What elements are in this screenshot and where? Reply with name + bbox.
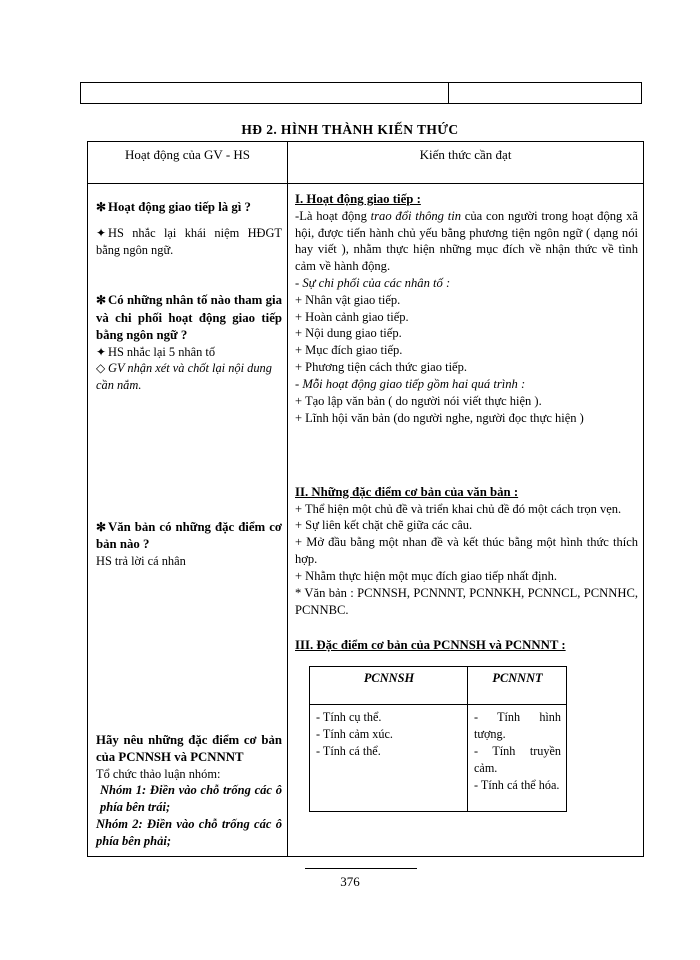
snowflake-bullet-icon: ✻ — [96, 519, 107, 534]
section-1-definition — [295, 208, 638, 275]
section-2-list — [295, 501, 638, 585]
definition-emphasis: trao đổi thông tin — [370, 209, 462, 223]
list-item: + Thể hiện một chủ đề và triển khai chủ đề đó một cách trọn vẹn. — [295, 501, 622, 516]
section-2-note: * Văn bản : PCNNSH, PCNNNT, PCNNKH, PCNNCL, PCNNHC, PCNNBC. — [295, 585, 638, 617]
list-item: + Nội dung giao tiếp. — [295, 326, 402, 341]
list-item: + Mở đầu bằng một nhan đề và kết thúc bằng một hình thức thích hợp. — [295, 535, 638, 567]
group-2-instruction: Nhóm 2: Điền vào chỗ trống các ô phía bên phải; — [96, 817, 282, 849]
hs-note-3-text: HS trả lời cá nhân — [96, 553, 186, 568]
filled-diamond-bullet-icon: ✦ — [96, 226, 107, 241]
hs-note-1-line — [96, 225, 282, 258]
list-item: - Tính cá thể hóa. — [474, 777, 560, 792]
list-item: + Nhân vật giao tiếp. — [295, 292, 401, 307]
list-item: - Tính hình tượng. — [474, 710, 561, 742]
list-item: + Sự liên kết chặt chẽ giữa các câu. — [295, 518, 473, 533]
section-1-subheading-factors: - Sự chi phối của các nhân tố : — [295, 275, 451, 290]
pcnnsh-features-cell — [310, 705, 468, 811]
footer-divider — [305, 868, 417, 869]
question-3-line — [96, 519, 282, 553]
section-1 — [295, 190, 638, 427]
knowledge-column — [288, 184, 643, 856]
hollow-diamond-bullet-icon: ◇ — [96, 361, 106, 376]
activities-column — [88, 184, 288, 856]
pcnnnt-features-cell — [468, 705, 566, 811]
table-header-row — [88, 142, 643, 184]
list-item: + Lĩnh hội văn bản (do người nghe, người đọc thực hiện ) — [295, 410, 584, 425]
hs-note-2-text: HS nhắc lại 5 nhân tố — [108, 344, 216, 359]
question-3-text: Văn bản có những đặc điểm cơ bản nào ? — [96, 519, 282, 551]
list-item: - Tính cụ thể. — [316, 710, 382, 725]
definition-part-b: của con người trong hoạt động xã hội, được tiến hành chủ yếu bằng phương tiện ngôn ngữ ( dạng nói hay viết ), nhằm thực hiện những mục đích về nhận thức về tình cảm về hành động. — [295, 209, 638, 274]
gv-note-1-text: GV nhận xét và chốt lại nội dung cần nắm. — [96, 361, 272, 392]
page-title: HĐ 2. HÌNH THÀNH KIẾN THỨC — [241, 122, 459, 137]
table-body-row — [88, 184, 643, 856]
question-2-text: Có những nhân tố nào tham gia và chi phối hoạt động giao tiếp bằng ngôn ngữ ? — [96, 293, 282, 342]
task-organize-text: Tổ chức thảo luận nhóm: — [96, 766, 221, 781]
factors-list — [295, 292, 638, 376]
task-prompt-text: Hãy nêu những đặc điểm cơ bản của PCNNSH và PCNNNT — [96, 732, 282, 764]
list-item: + Phương tiện cách thức giao tiếp. — [295, 360, 467, 375]
list-item: + Hoàn cảnh giao tiếp. — [295, 309, 409, 324]
hs-note-1-text: HS nhắc lại khái niệm HĐGT bằng ngôn ngữ. — [96, 226, 282, 257]
top-table-cell-left — [81, 83, 449, 103]
question-2-line — [96, 292, 282, 343]
inner-table-body-row — [310, 705, 566, 811]
definition-part-a: -Là hoạt động — [295, 209, 371, 223]
inner-header-pcnnnt: PCNNNT — [468, 667, 566, 705]
list-item: - Tính cá thể. — [316, 744, 381, 759]
top-empty-table — [80, 82, 642, 104]
list-item: + Tạo lập văn bản ( do người nói viết thực hiện ). — [295, 393, 542, 408]
list-item: - Tính cảm xúc. — [316, 727, 393, 742]
section-2 — [295, 483, 638, 619]
list-item: + Mục đích giao tiếp. — [295, 343, 403, 358]
question-1-line — [96, 199, 282, 216]
inner-table-wrapper — [295, 666, 638, 812]
section-3 — [295, 636, 638, 812]
list-item: - Tính truyền cảm. — [474, 744, 561, 775]
hs-note-2-line — [96, 344, 282, 361]
filled-diamond-bullet-icon: ✦ — [96, 344, 107, 359]
pcnn-comparison-table — [309, 666, 567, 812]
snowflake-bullet-icon: ✻ — [96, 293, 107, 308]
inner-table-header-row — [310, 667, 566, 705]
column-header-activities: Hoạt động của GV - HS — [88, 142, 288, 183]
page-number: 376 — [340, 874, 360, 889]
section-1-subheading-processes: - Mỗi hoạt động giao tiếp gồm hai quá trình : — [295, 377, 526, 392]
question-1-text: Hoạt động giao tiếp là gì ? — [108, 200, 251, 214]
top-table-cell-right — [449, 83, 641, 103]
processes-list — [295, 393, 638, 427]
group-1-instruction: Nhóm 1: Điền vào chỗ trống các ô phía bên trái; — [100, 783, 282, 815]
inner-header-pcnnsh: PCNNSH — [310, 667, 468, 705]
column-header-knowledge: Kiến thức cần đạt — [419, 147, 512, 162]
section-3-title: III. Đặc điểm cơ bản của PCNNSH và PCNNNT : — [295, 638, 566, 653]
section-2-title: II. Những đặc điểm cơ bản của văn bản : — [295, 484, 519, 499]
lesson-plan-table — [87, 141, 644, 857]
section-1-title: I. Hoạt động giao tiếp : — [295, 192, 421, 206]
gv-note-1-line — [96, 360, 282, 393]
snowflake-bullet-icon: ✻ — [96, 200, 107, 214]
list-item: + Nhằm thực hiện một mục đích giao tiếp nhất định. — [295, 569, 558, 584]
